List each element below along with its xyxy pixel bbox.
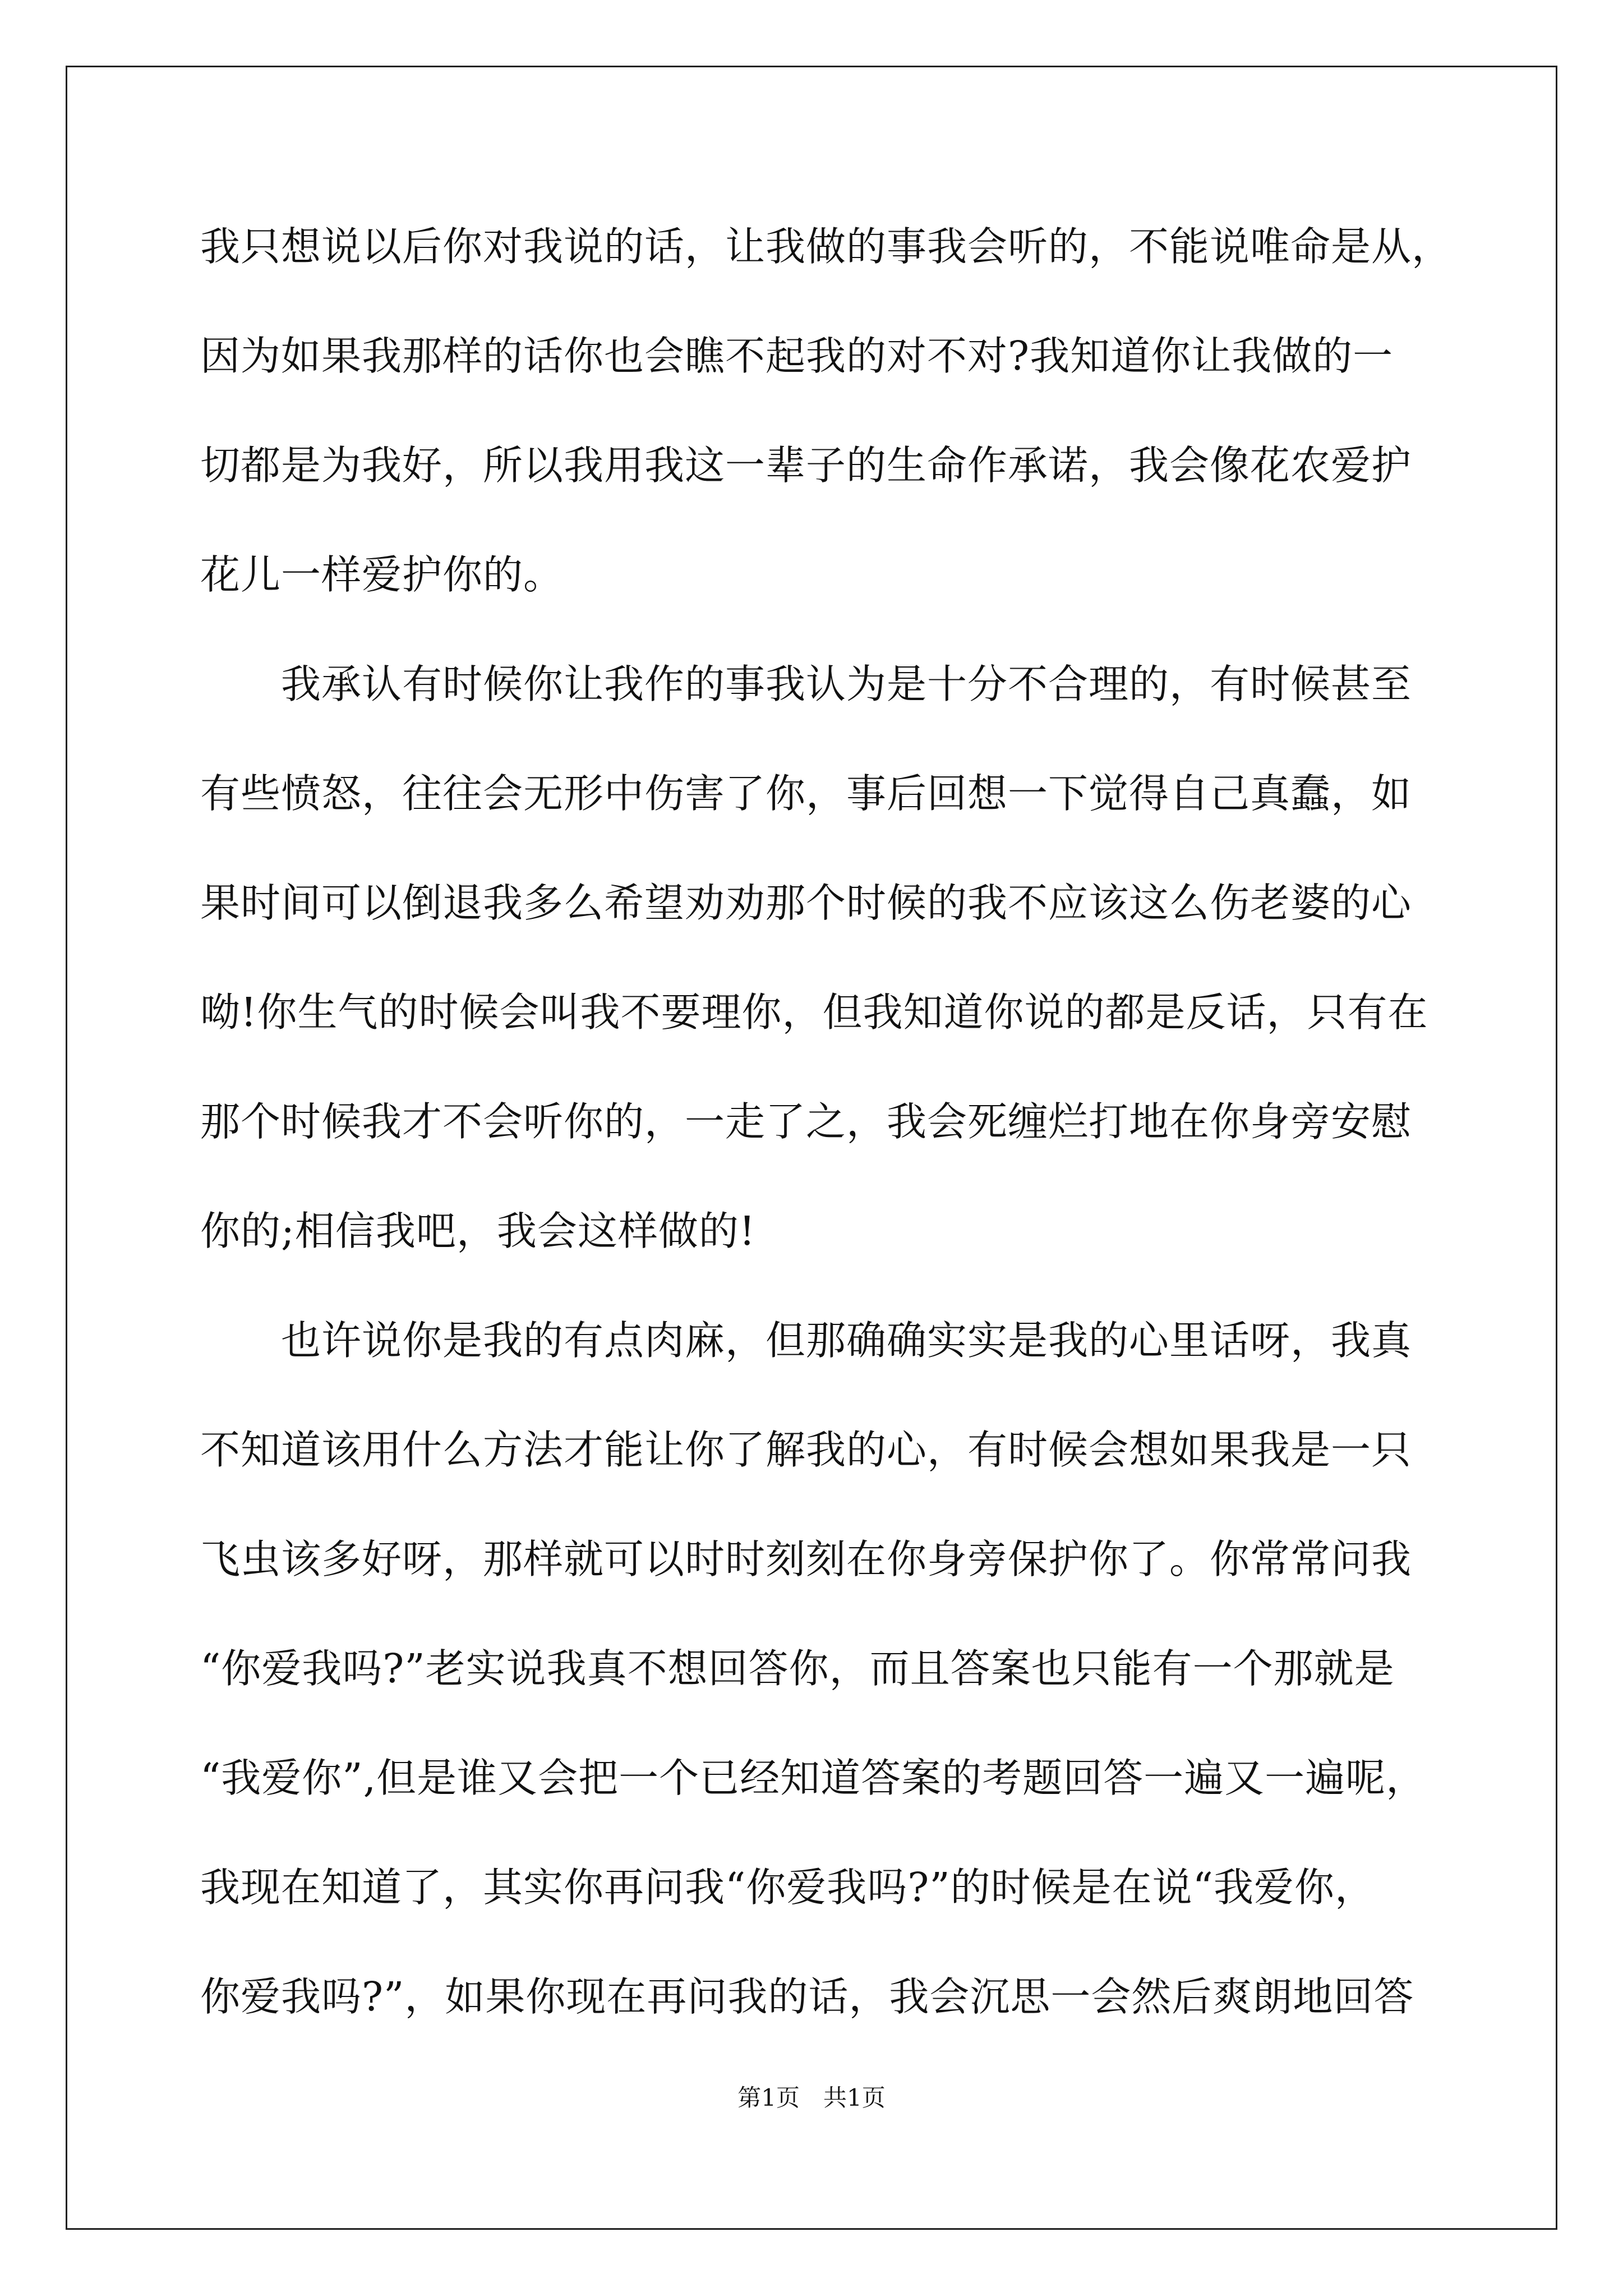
text-line-17: 你爱我吗?”，如果你现在再问我的话，我会沉思一会然后爽朗地回答: [200, 1973, 1414, 2020]
document-body: [200, 205, 1453, 2064]
text-line-2: 因为如果我那样的话你也会瞧不起我的对不对?我知道你让我做的一: [200, 333, 1394, 379]
text-line-4: 花儿一样爱护你的。: [200, 551, 564, 598]
text-line-7: 果时间可以倒退我多么希望劝劝那个时候的我不应该这么伤老婆的心: [200, 880, 1412, 926]
text-line-8: 呦!你生气的时候会叫我不要理你，但我知道你说的都是反话，只有在: [200, 989, 1428, 1036]
text-line-9: 那个时候我才不会听你的，一走了之，我会死缠烂打地在你身旁安慰: [200, 1098, 1412, 1145]
text-line-11: 也许说你是我的有点肉麻，但那确确实实是我的心里话呀，我真: [200, 1317, 1412, 1364]
text-line-1: 我只想说以后你对我说的话，让我做的事我会听的，不能说唯命是从，: [200, 223, 1453, 270]
text-line-6: 有些愤怒，往往会无形中伤害了你，事后回想一下觉得自己真蠢，如: [200, 770, 1412, 817]
text-line-15: “我爱你”,但是谁又会把一个已经知道答案的考题回答一遍又一遍呢，: [200, 1755, 1427, 1801]
text-line-13: 飞虫该多好呀，那样就可以时时刻刻在你身旁保护你了。你常常问我: [200, 1536, 1412, 1582]
page-footer: 第1页 共1页: [737, 2084, 886, 2111]
text-line-16: 我现在知道了，其实你再问我“你爱我吗?”的时候是在说“我爱你，: [200, 1864, 1375, 1911]
text-line-14: “你爱我吗?”老实说我真不想回答你，而且答案也只能有一个那就是: [200, 1645, 1395, 1692]
text-line-5: 我承认有时候你让我作的事我认为是十分不合理的，有时候甚至: [200, 661, 1412, 707]
text-line-12: 不知道该用什么方法才能让你了解我的心，有时候会想如果我是一只: [200, 1427, 1412, 1473]
text-line-3: 切都是为我好，所以我用我这一辈子的生命作承诺，我会像花农爱护: [200, 442, 1412, 489]
text-line-10: 你的;相信我吧，我会这样做的!: [200, 1208, 756, 1254]
